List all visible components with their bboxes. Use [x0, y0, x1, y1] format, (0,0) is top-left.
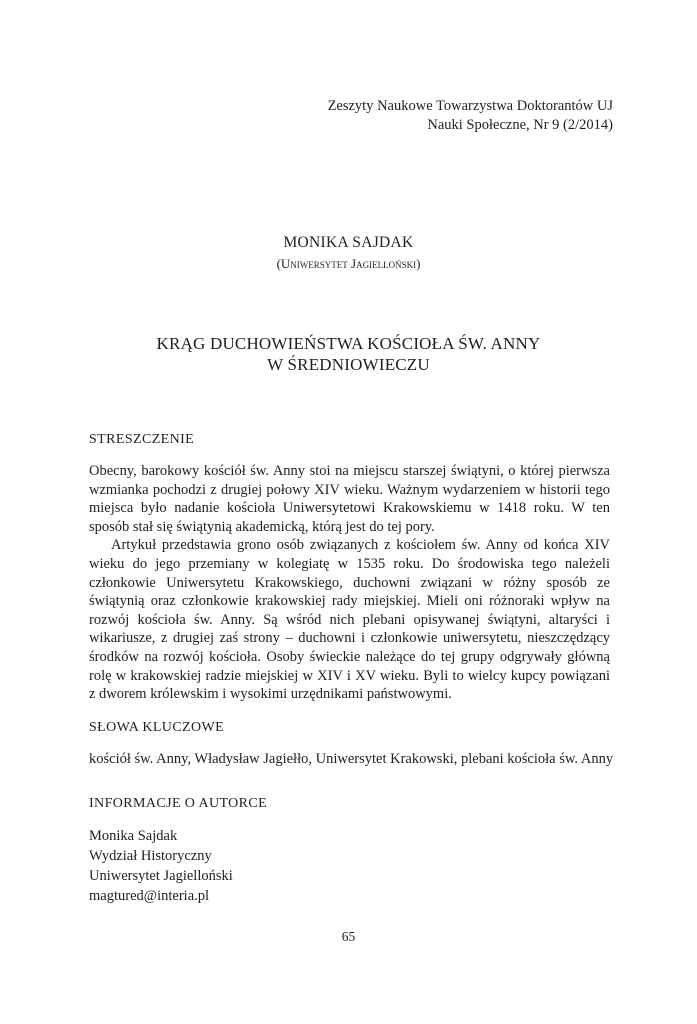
abstract-paragraph-1: Obecny, barokowy kościół św. Anny stoi na miejscu starszej świątyni, o której pierwsza wzmianka pochodzi z drugiej połowy XIV wieku. Ważnym wydarzeniem w historii tego miejsca było nadanie kościoła Uniwersytetowi Krakowskiemu w 1418 roku. W ten sposób stał się świątynią akademicką, którą jest do tej pory. [89, 463, 610, 535]
article-title-line2: W ŚREDNIOWIECZU [267, 355, 430, 374]
author-info-name: Monika Sajdak [89, 828, 178, 844]
author-info-email: magtured@interia.pl [89, 888, 210, 904]
keywords-heading: SŁOWA KLUCZOWE [89, 720, 225, 735]
abstract-paragraph-2: Artykuł przedstawia grono osób związanych z kościołem św. Anny od końca XIV wieku do jego przemiany w kolegiatę w 1535 roku. Do środowiska tego należeli członkowie Uniwersytetu Krakowskiego, duchowni związani w różny sposób ze świątynią oraz członkowie krakowskiej rady miejskiej. Mieli oni różnoraki wpływ na rozwój kościoła św. Anny. Są wśród nich plebani opisywanej świątyni, altaryści i wikariusze, z drugiej zaś strony – duchowni i członkowie uniwersytetu, nieszczędzący środków na rozwój kościoła. Osoby świeckie należące do tej grupy odgrywały główną rolę w krakowskiej radzie miejskiej w XIV i XV wieku. Byli to wielcy kupcy powiązani z dworem królewskim i wysokimi urzędnikami państwowymi. [89, 537, 610, 703]
article-title [0, 333, 697, 375]
author-info-university: Uniwersytet Jagielloński [89, 868, 233, 884]
journal-issue: Nauki Społeczne, Nr 9 (2/2014) [427, 117, 613, 133]
keywords-text: kościół św. Anny, Władysław Jagiełło, Uniwersytet Krakowski, plebani kościoła św. Anny [89, 751, 614, 767]
author-name: MONIKA SAJDAK [283, 234, 414, 251]
author-info [89, 826, 233, 906]
journal-name: Zeszyty Naukowe Towarzystwa Doktorantów UJ [327, 98, 613, 114]
author-affiliation: (Uniwersytet Jagielloński) [276, 256, 421, 271]
article-title-line1: KRĄG DUCHOWIEŃSTWA KOŚCIOŁA ŚW. ANNY [156, 334, 541, 353]
abstract-heading: STRESZCZENIE [89, 432, 195, 447]
journal-header [328, 97, 613, 135]
abstract-body [89, 462, 610, 704]
author-info-heading: INFORMACJE O AUTORCE [89, 796, 268, 811]
author-info-department: Wydział Historyczny [89, 848, 212, 864]
page-number: 65 [341, 929, 356, 944]
